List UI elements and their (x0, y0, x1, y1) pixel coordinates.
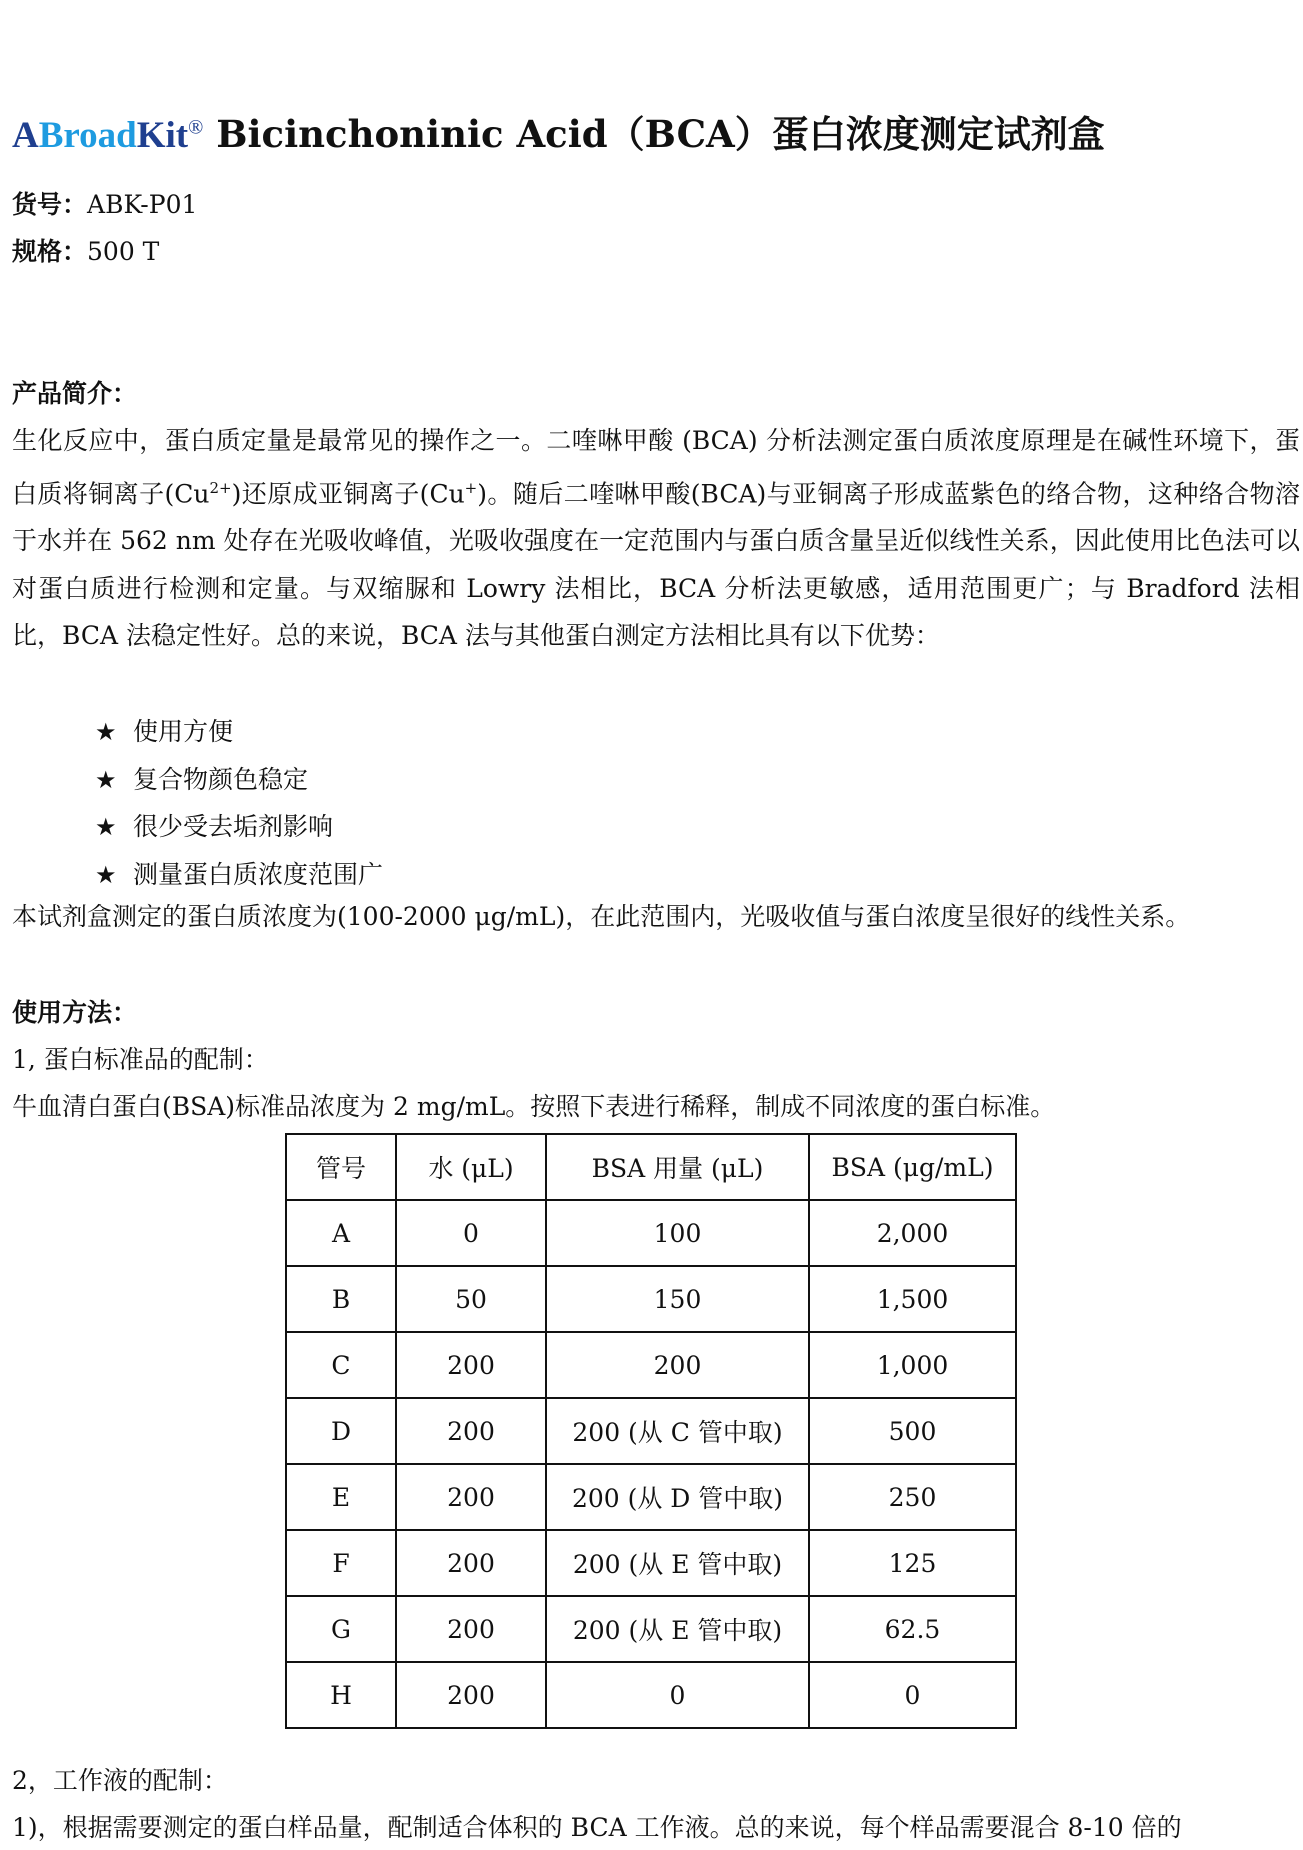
specification (12, 237, 159, 267)
table-cell: 150 (546, 1266, 809, 1332)
star-icon: ★ (95, 813, 117, 841)
table-cell: 2,000 (809, 1200, 1016, 1266)
spec-value: 500 T (87, 237, 160, 266)
advantages-list (95, 708, 383, 898)
table-cell: B (286, 1266, 396, 1332)
table-cell: 200 (396, 1596, 546, 1662)
table-cell: 250 (809, 1464, 1016, 1530)
star-icon: ★ (95, 860, 117, 889)
table-cell: D (286, 1398, 396, 1464)
table-header-row (286, 1134, 1016, 1200)
step1-description: 牛血清白蛋白(BSA)标准品浓度为 2 mg/mL。按照下表进行稀释，制成不同浓度的蛋白标准。 (12, 1092, 1056, 1121)
table-row (286, 1266, 1016, 1332)
table-cell: 50 (396, 1266, 546, 1332)
table-cell: E (286, 1464, 396, 1530)
intro-paragraph: 生化反应中，蛋白质定量是最常见的操作之一。二喹啉甲酸 (BCA) 分析法测定蛋白质浓度原理是在碱性环境下，蛋白质将铜离子$(Cu^{2+})$还原成亚铜离子(Cu+)。随后二喹啉甲酸(BCA)与亚铜离子形成蓝紫色的络合物，这种络合物溶于水并在 562 nm 处存在光吸收峰值，光吸收强度在一定范围内与蛋白质含量呈近似线性关系，因此使用比色法可以对蛋白质进行检测和定量。与双缩脲和 Lowry 法相比，BCA 分析法更敏感，适用范围更广；与 Bradford 法相比，BCA 法稳定性好。总的来说，BCA 法与其他蛋白测定方法相比具有以下优势： (12, 426, 1300, 651)
column-header: 管号 (286, 1134, 396, 1200)
table-cell: 100 (546, 1200, 809, 1266)
usage-heading: 使用方法： (12, 998, 138, 1027)
table-cell: C (286, 1332, 396, 1398)
table-row (286, 1398, 1016, 1464)
table-row (286, 1662, 1016, 1728)
star-icon: ★ (95, 718, 117, 746)
table-row (286, 1200, 1016, 1266)
column-header: 水 (μL) (396, 1134, 546, 1200)
step2-title: 2，工作液的配制： (12, 1766, 228, 1795)
table-cell: 200 (546, 1332, 809, 1398)
concentration-range-note: 本试剂盒测定的蛋白质浓度为(100-2000 μg/mL)，在此范围内，光吸收值与蛋白浓度呈很好的线性关系。 (12, 902, 1191, 931)
table-cell: 0 (546, 1662, 809, 1728)
catalog-label: 货号： (12, 190, 88, 219)
table-cell: 500 (809, 1398, 1016, 1464)
column-header: BSA 用量 (μL) (546, 1134, 809, 1200)
table-row (286, 1596, 1016, 1662)
table-cell: 200 (从 D 管中取) (546, 1464, 809, 1530)
standard-dilution-table (285, 1133, 1017, 1729)
brand-logo: ABroadKit® (12, 115, 204, 156)
table-row (286, 1464, 1016, 1530)
list-item: ★ 很少受去垢剂影响 (95, 803, 383, 851)
table-cell: H (286, 1662, 396, 1728)
table-cell: 200 (从 C 管中取) (546, 1398, 809, 1464)
title-text: Bicinchoninic Acid（BCA）蛋白浓度测定试剂盒 (203, 112, 1105, 156)
table-cell: 200 (396, 1464, 546, 1530)
intro-heading: 产品简介： (12, 379, 138, 408)
column-header: BSA (μg/mL) (809, 1134, 1016, 1200)
table-cell: 0 (809, 1662, 1016, 1728)
catalog-number (12, 190, 197, 220)
list-item: ★ 复合物颜色稳定 (95, 756, 383, 804)
table-cell: 200 (396, 1530, 546, 1596)
catalog-value: ABK-P01 (87, 190, 198, 219)
table-cell: 1,500 (809, 1266, 1016, 1332)
list-item: ★ 测量蛋白质浓度范围广 (95, 851, 383, 899)
table-cell: A (286, 1200, 396, 1266)
table-cell: 0 (396, 1200, 546, 1266)
table-cell: G (286, 1596, 396, 1662)
table-row (286, 1530, 1016, 1596)
table-row (286, 1332, 1016, 1398)
star-icon: ★ (95, 765, 117, 794)
table-cell: 200 (从 E 管中取) (546, 1596, 809, 1662)
step1-title: 1, 蛋白标准品的配制： (12, 1045, 269, 1074)
table-cell: F (286, 1530, 396, 1596)
table-cell: 200 (396, 1398, 546, 1464)
table-cell: 200 (从 E 管中取) (546, 1530, 809, 1596)
table-cell: 200 (396, 1662, 546, 1728)
spec-label: 规格： (12, 237, 88, 266)
table-cell: 200 (396, 1332, 546, 1398)
table-cell: 62.5 (809, 1596, 1016, 1662)
table-cell: 1,000 (809, 1332, 1016, 1398)
document-title (12, 112, 1105, 158)
list-item: ★ 使用方便 (95, 708, 383, 756)
table-cell: 125 (809, 1530, 1016, 1596)
step2-line1: 1)，根据需要测定的蛋白样品量，配制适合体积的 BCA 工作液。总的来说，每个样品需要混合 8-10 倍的 (12, 1813, 1182, 1842)
